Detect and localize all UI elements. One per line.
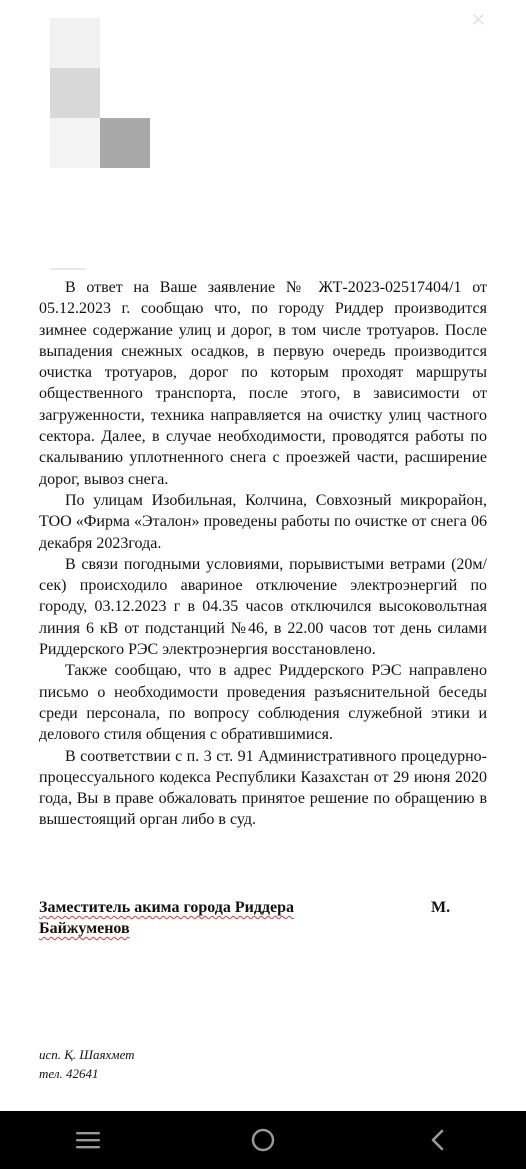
divider [50,268,86,270]
letter-body [39,277,487,831]
signatory-position: Заместитель акима города Риддера [39,899,295,916]
paragraph-power-outage: В связи погодными условиями, порывистыми ветрами (20м/сек) происходило авариное отключение электроэнергий по городу, 03.12.2023 г в 04.35 часов отключился высоковольтная линия 6 кВ от подстанций №46, в 22.00 часов тот день силами Риддерского РЭС электроэнергия восстановлено. [39,555,487,659]
executor-name: исп. Қ. Шаяхмет [39,1047,135,1062]
close-icon: ✕ [470,10,486,31]
signatory-initial: М. [431,899,451,916]
paragraph-appeal: В соответствии с п. 3 ст. 91 Административного процедурно-процессуального кодекса Республики Казахстан от 29 июня 2020 года, Вы в праве обжаловать принятое решение по обращению в вышестоящий орган либо в суд. [39,747,487,829]
back-button[interactable] [408,1120,468,1160]
executor-block [39,1045,135,1083]
chevron-left-icon [428,1128,448,1152]
paragraph-response: В ответ на Ваше заявление № ЖТ-2023-02517404/1 от 05.12.2023 г. сообщаю что, по городу Риддер производится зимнее содержание улиц и дорог, в том числе тротуаров. После выпадения снежных осадков, в первую очередь производится очистка тротуаров, дорог по которым проходят маршруты общественного транспорта, после этого, в зависимости от загруженности, техника направляется на очистку улиц частного сектора. Далее, в случае необходимости, проводятся работы по скалыванию уплотненного снега с проезжей части, расширение дорог, вывоз снега. [39,279,487,488]
paragraph-streets: По улицам Изобильная, Колчина, Совхозный микрорайон, ТОО «Фирма «Эталон» проведены работы по очистке от снега 06 декабря 2023года. [39,491,487,552]
executor-phone: тел. 42641 [39,1066,99,1081]
signature-block [39,897,459,939]
home-button[interactable] [233,1120,293,1160]
menu-lines-icon [75,1130,101,1150]
qr-cell [50,68,100,118]
recent-apps-button[interactable] [58,1120,118,1160]
qr-cell [100,118,150,168]
circle-home-icon [250,1127,276,1153]
android-navigation-bar [0,1111,526,1169]
qr-cell [50,118,100,168]
paragraph-res-letter: Также сообщаю, что в адрес Риддерского РЭС направлено письмо о необходимости проведения разъяснительной беседы среди персонала, по вопросу соблюдения служебной этики и делового стиля общения с обратившимися. [39,662,487,744]
qr-code-blurred [50,18,150,168]
signatory-surname: Байжуменов [39,920,130,937]
qr-cell [50,18,100,68]
